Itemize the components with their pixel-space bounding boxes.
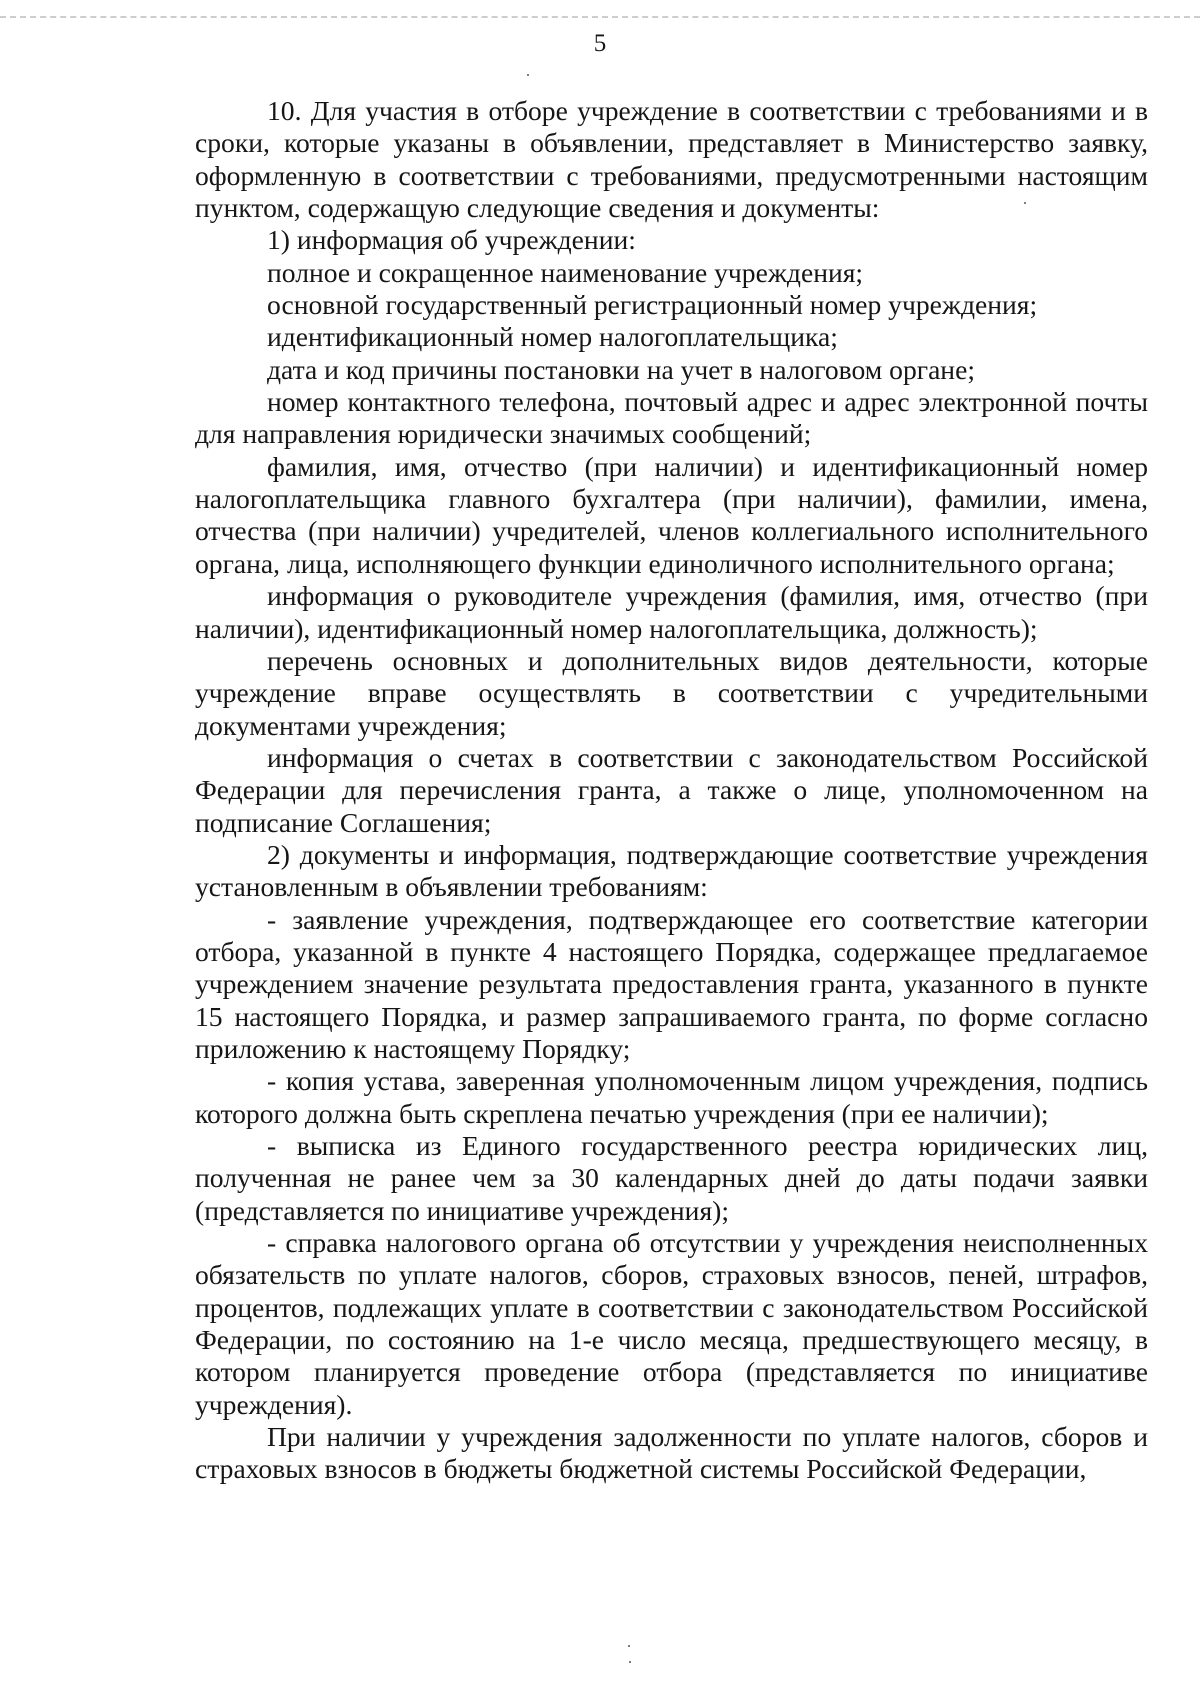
scan-speck — [628, 1645, 630, 1647]
page-number: 5 — [593, 30, 607, 57]
list-item-accountant-founders: фамилия, имя, отчество (при наличии) и идентификационный номер налогоплательщика главного бухгалтера (при наличии), фамилии, имена, отчества (при наличии) учредителей, членов коллегиального исполнительного органа, лица, исполняющего функции единоличного исполнительного органа; — [195, 450, 1148, 579]
document-charter-copy: - копия устава, заверенная уполномоченным лицом учреждения, подпись которого должна быть скреплена печатью учреждения (при ее наличии); — [195, 1065, 1148, 1129]
scan-edge-line — [0, 16, 1200, 18]
list-item-director: информация о руководителе учреждения (фамилия, имя, отчество (при наличии), идентификационный номер налогоплательщика, должность); — [195, 580, 1148, 644]
list-item-2-heading: 2) документы и информация, подтверждающие соответствие учреждения установленным в объявлении требованиям: — [195, 838, 1148, 903]
document-application: - заявление учреждения, подтверждающее его соответствие категории отбора, указанной в пункте 4 настоящего Порядка, содержащее предлагаемое учреждением значение результата предоставления гранта, указанного в пункте 15 настоящего Порядка, и размер запрашиваемого гранта, по форме согласно приложению к настоящему Порядку; — [195, 903, 1148, 1064]
scan-speck — [629, 1661, 631, 1663]
list-item-kpp-date: дата и код причины постановки на учет в налоговом органе; — [267, 353, 975, 385]
list-item-accounts: информация о счетах в соответствии с законодательством Российской Федерации для перечисления гранта, а также о лице, уполномоченном на подписание Соглашения; — [195, 741, 1148, 838]
scan-speck — [1024, 202, 1026, 204]
list-item-contacts: номер контактного телефона, почтовый адрес и адрес электронной почты для направления юридически значимых сообщений; — [195, 386, 1148, 450]
paragraph-10-intro: 10. Для участия в отборе учреждение в соответствии с требованиями и в сроки, которые указаны в объявлении, представляет в Министерство заявку, оформленную в соответствии с требованиями, предусмотренными настоящим пунктом, содержащую следующие сведения и документы: — [195, 95, 1148, 224]
list-item-ogrn: основной государственный регистрационный номер учреждения; — [267, 289, 1038, 321]
document-tax-certificate: - справка налогового органа об отсутствии у учреждения неисполненных обязательств по уплате налогов, сборов, страховых взносов, пеней, штрафов, процентов, подлежащих уплате в соответствии с законодательством Российской Федерации, по состоянию на 1-е число месяца, предшествующего месяцу, в котором планируется проведение отбора (представляется по инициативе учреждения). — [195, 1227, 1148, 1420]
document-body — [195, 95, 1148, 1486]
list-item-1-heading: 1) информация об учреждении: — [267, 224, 636, 256]
document-egrul-extract: - выписка из Единого государственного реестра юридических лиц, полученная не ранее чем за 30 календарных дней до даты подачи заявки (представляется по инициативе учреждения); — [195, 1130, 1148, 1226]
paragraph-debt-clause: При наличии у учреждения задолженности по уплате налогов, сборов и страховых взносов в бюджеты бюджетной системы Российской Федерации, — [195, 1421, 1148, 1485]
list-item-full-name: полное и сокращенное наименование учреждения; — [267, 256, 864, 288]
list-item-activities: перечень основных и дополнительных видов деятельности, которые учреждение вправе осуществлять в соответствии с учредительными документами учреждения; — [195, 644, 1148, 741]
scan-speck — [527, 74, 529, 76]
list-item-inn: идентификационный номер налогоплательщика; — [267, 321, 838, 353]
